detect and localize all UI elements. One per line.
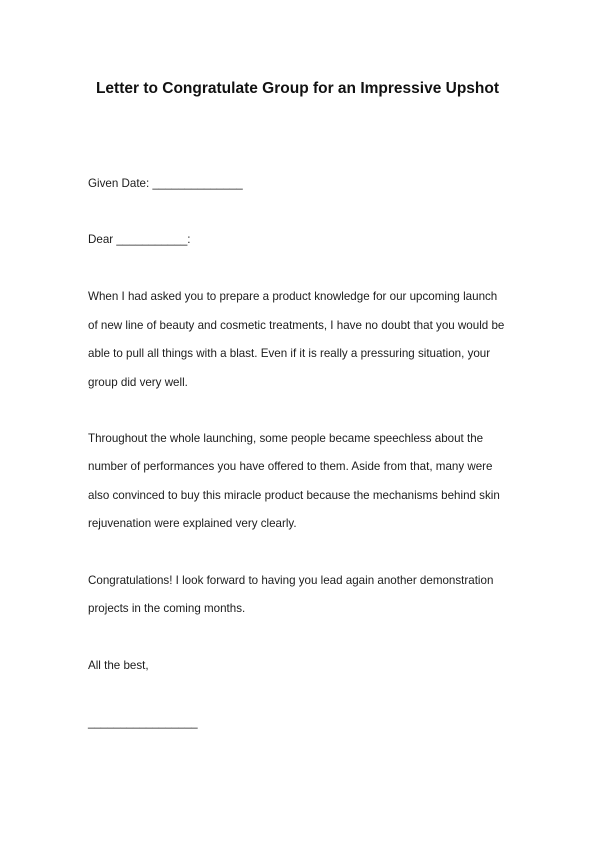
closing: All the best, bbox=[88, 659, 149, 672]
signature-line: _________________ bbox=[88, 716, 198, 729]
paragraph-1-line: group did very well. bbox=[88, 376, 188, 389]
paragraph-3-line: projects in the coming months. bbox=[88, 602, 246, 615]
salutation: Dear ___________: bbox=[88, 233, 191, 246]
paragraph-2-line: Throughout the whole launching, some people became speechless about the bbox=[88, 432, 484, 445]
letter-title: Letter to Congratulate Group for an Impressive Upshot bbox=[95, 80, 500, 97]
paragraph-1-line: of new line of beauty and cosmetic treatments, I have no doubt that you would be bbox=[88, 319, 505, 332]
paragraph-2-line: number of performances you have offered to them. Aside from that, many were bbox=[88, 460, 493, 473]
paragraph-2-line: rejuvenation were explained very clearly. bbox=[88, 517, 297, 530]
paragraph-1-line: able to pull all things with a blast. Even if it is really a pressuring situation, your bbox=[88, 347, 491, 360]
paragraph-3-line: Congratulations! I look forward to having you lead again another demonstration bbox=[88, 574, 494, 587]
paragraph-1-line: When I had asked you to prepare a product knowledge for our upcoming launch bbox=[88, 290, 498, 303]
date-line: Given Date: ______________ bbox=[88, 177, 243, 190]
paragraph-2-line: also convinced to buy this miracle product because the mechanisms behind skin bbox=[88, 489, 500, 502]
